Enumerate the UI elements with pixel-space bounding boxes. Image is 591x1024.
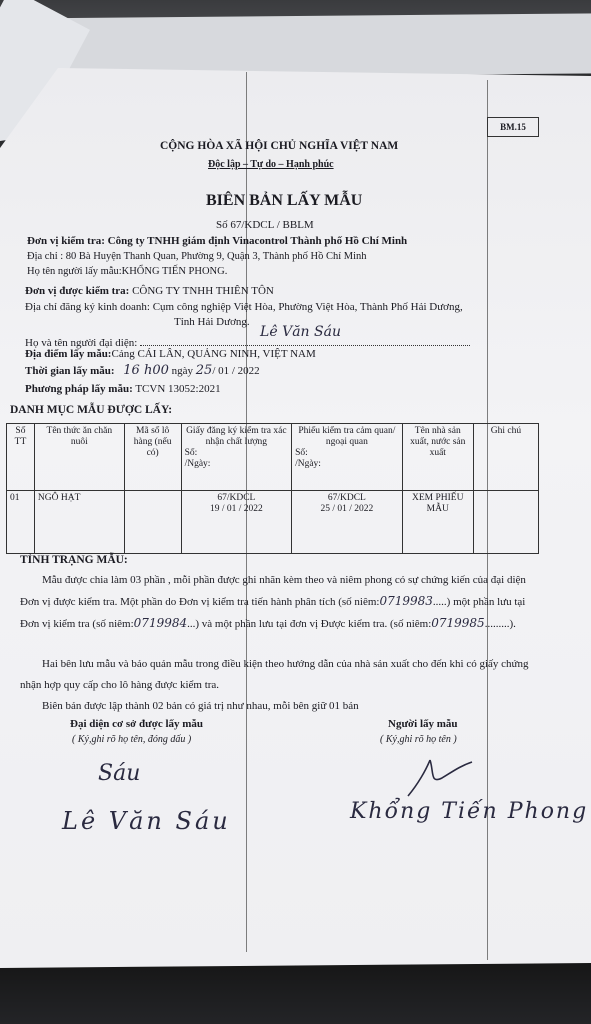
location-line: Địa điểm lấy mẫu:Cảng CÁI LÂN, QUẢNG NINH, VIỆT NAM (25, 348, 316, 360)
document-title: BIÊN BẢN LẤY MẪU (206, 192, 363, 209)
header-check: Phiếu kiểm tra cảm quan/ ngoại quan Số: /Ngày: (292, 424, 403, 491)
right-printed-name: Khổng Tiến Phong (350, 799, 589, 824)
motto: Độc lập – Tự do – Hạnh phúc (208, 159, 334, 170)
sample-table (6, 423, 539, 554)
header-note: Ghi chú (473, 424, 538, 491)
form-code: BM.15 (487, 117, 539, 137)
seal-number-3: 0719985 (431, 616, 485, 630)
time-hour: 16 h00 (123, 363, 169, 378)
header-maker: Tên nhà sản xuất, nước sản xuất (402, 424, 473, 491)
representative-handwritten: Lê Văn Sáu (260, 324, 341, 340)
status-paragraph-3: Biên bản được lập thành 02 bản có giá trị như nhau, mỗi bên giữ 01 bản (42, 700, 359, 712)
document-number: Số 67/KDCL / BBLM (216, 219, 314, 231)
cell-note (473, 491, 538, 554)
inspected-line: Đơn vị được kiểm tra: CÔNG TY TNHH THIÊN TÔN (25, 285, 274, 297)
right-signature-hint: ( Ký,ghi rõ họ tên ) (380, 734, 457, 745)
cell-maker: XEM PHIẾU MẪU (402, 491, 473, 554)
right-signature-title: Người lấy mẫu (388, 718, 458, 730)
left-printed-name: Lê Văn Sáu (62, 807, 231, 835)
time-line: Thời gian lấy mẫu: 16 h00 ngày 25/ 01 / 2022 (25, 363, 260, 378)
inspector-line: Đơn vị kiểm tra: Công ty TNHH giám định Vinacontrol Thành phố Hồ Chí Minh (27, 235, 408, 247)
header-stt: Số TT (7, 424, 35, 491)
cell-check: 67/KDCL 25 / 01 / 2022 (292, 491, 403, 554)
header-lot: Mã số lô hàng (nếu có) (124, 424, 181, 491)
header-registration: Giấy đăng ký kiểm tra xác nhận chất lượng Số: /Ngày: (181, 424, 292, 491)
cell-stt: 01 (7, 491, 35, 554)
business-address: Địa chỉ đăng ký kinh doanh: Cụm công nghiệp Việt Hòa, Phường Việt Hòa, Thành Phố Hải Dương, (25, 301, 463, 313)
seal-number-2: 0719984 (133, 616, 188, 630)
seal-number-1: 0719983 (379, 594, 433, 608)
sampler-name: Họ tên người lấy mẫu:KHỔNG TIẾN PHONG. (27, 266, 228, 277)
country-header: CỘNG HÒA XÃ HỘI CHỦ NGHĨA VIỆT NAM (160, 140, 399, 152)
left-signature-hint: ( Ký,ghi rõ họ tên, đóng dấu ) (72, 734, 192, 745)
left-signature-title: Đại diện cơ sở được lấy mẫu (70, 718, 204, 730)
status-paragraph-2: Hai bên lưu mẫu và bảo quản mẫu trong điều kiện theo hướng dẫn của nhà sản xuất cho đến khi có giấy chứng nhận hợp quy cấp cho lô hàng được kiểm tra. (20, 658, 529, 691)
time-day: 25 (195, 363, 213, 378)
method-line: Phương pháp lấy mẫu: TCVN 13052:2021 (25, 383, 221, 395)
status-paragraph-1: Mẫu được chia làm 03 phần , mỗi phần được ghi nhãn kèm theo và niêm phong có sự chứng kiến của đại diện Đơn vị được kiểm tra. Một phần do Đơn vị kiểm tra tiến hành phân tích (số niêm:0719983.....) một phần lưu tại Đơn vị kiểm tra (số niêm:0719984...) và một phần lưu tại đơn vị Được kiểm tra. (số niêm:0719985.........). (20, 574, 526, 630)
inspector-address: Địa chỉ : 80 Bà Huyện Thanh Quan, Phường 9, Quận 3, Thành phố Hồ Chí Minh (27, 251, 367, 262)
table-row (7, 491, 539, 554)
header-name: Tên thức ăn chăn nuôi (34, 424, 124, 491)
status-title: TÌNH TRẠNG MẪU: (20, 554, 128, 566)
representative-line: Họ và tên người đại diện: Lê Văn Sáu (25, 334, 470, 350)
business-address-2: Tỉnh Hải Dương. (174, 316, 250, 328)
left-signature: Sáu (98, 761, 141, 786)
table-header-row (7, 424, 539, 491)
list-title: DANH MỤC MẪU ĐƯỢC LẤY: (10, 404, 173, 416)
cell-name: NGÔ HẠT (34, 491, 124, 554)
cell-registration: 67/KDCL 19 / 01 / 2022 (181, 491, 292, 554)
cell-lot (124, 491, 181, 554)
